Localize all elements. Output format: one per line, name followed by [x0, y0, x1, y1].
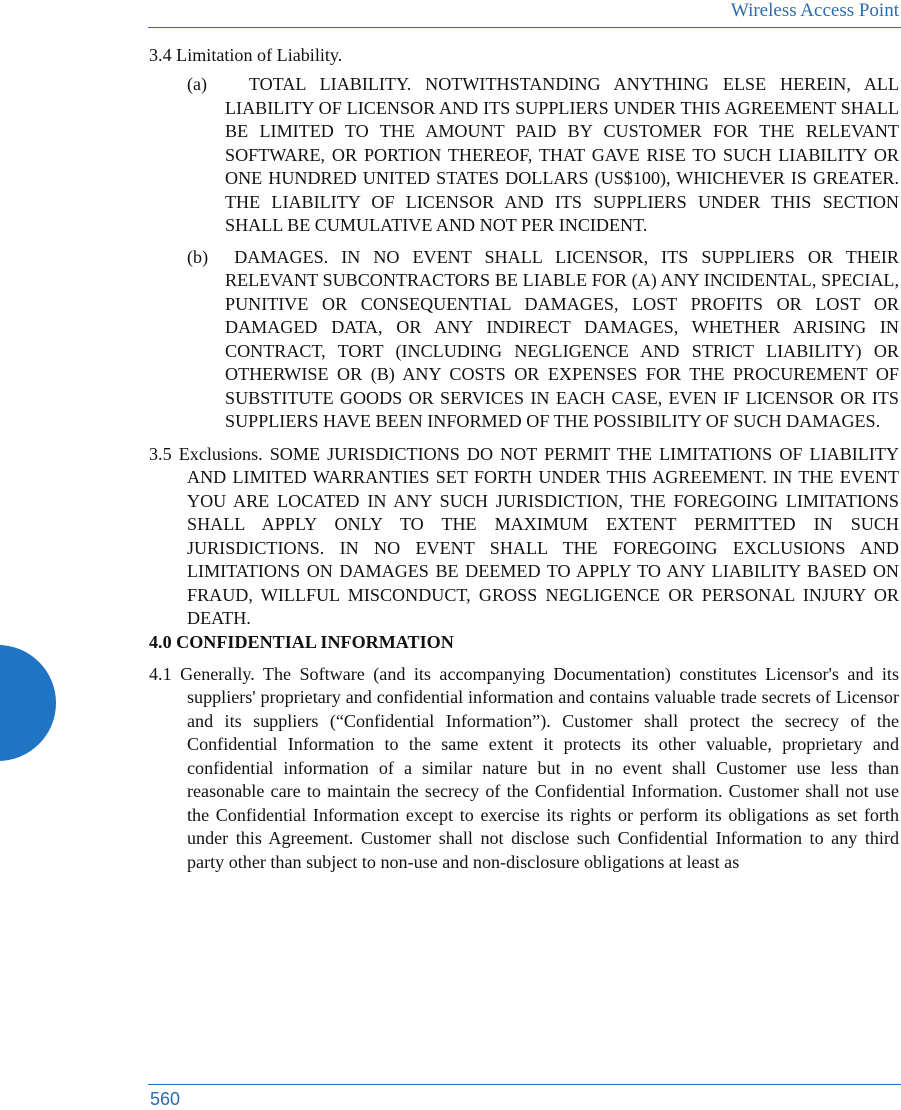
section-4-0-heading: 4.0 CONFIDENTIAL INFORMATION [149, 631, 454, 652]
section-3-4-heading: 3.4 Limitation of Liability. [149, 45, 343, 65]
section-4-1 [149, 663, 899, 875]
footer-divider [148, 1084, 901, 1085]
chapter-tab-marker [0, 645, 56, 761]
section-3-5 [149, 443, 899, 631]
clause-3-4-a-label: (a) [187, 74, 208, 94]
running-header-title: Wireless Access Point [730, 0, 899, 21]
clause-3-4-b-text: DAMAGES. IN NO EVENT SHALL LICENSOR, ITS SUPPLIERS OR THEIR RELEVANT SUBCONTRACTORS BE LIABLE FOR (A) ANY INCIDENTAL, SPECIAL, PUNITIVE OR CONSEQUENTIAL DAMAGES, LOST PROFITS OR LOST OR DAMAGED DATA, OR ANY INDIRECT DAMAGES, WHETHER ARISING IN CONTRACT, TORT (INCLUDING NEGLIGENCE AND STRICT LIABILITY) OR OTHERWISE OR (B) ANY COSTS OR EXPENSES FOR THE PROCUREMENT OF SUBSTITUTE GOODS OR SERVICES IN EACH CASE, EVEN IF LICENSOR OR ITS SUPPLIERS HAVE BEEN INFORMED OF THE POSSIBILITY OF SUCH DAMAGES. [225, 246, 900, 431]
section-4-1-text: Generally. The Software (and its accompanying Documentation) constitutes Licensor's and its suppliers' proprietary and confidential information and contains valuable trade secrets of Licensor and its suppliers (“Confidential Information”). Customer shall protect the secrecy of the Confidential Information to the same extent it protects its other valuable, proprietary and confidential information of a similar nature but in no event shall Customer use less than reasonable care to maintain the secrecy of the Confidential Information. Customer shall not use the Confidential Information except to exercise its rights or perform its obligations as set forth under this Agreement. Customer shall not disclose such Confidential Information to any third party other than subject to non-use and non-disclosure obligations at least as [180, 663, 900, 872]
section-4-1-label: 4.1 [149, 663, 172, 684]
clause-3-4-a [149, 73, 899, 238]
header-divider [148, 27, 901, 28]
document-body [149, 44, 899, 874]
clause-3-4-b-label: (b) [187, 246, 209, 267]
clause-3-4-a-text: TOTAL LIABILITY. NOTWITHSTANDING ANYTHING ELSE HEREIN, ALL LIABILITY OF LICENSOR AND ITS SUPPLIERS UNDER THIS AGREEMENT SHALL BE LIMITED TO THE AMOUNT PAID BY CUSTOMER FOR THE RELEVANT SOFTWARE, OR PORTION THEREOF, THAT GAVE RISE TO SUCH LIABILITY OR ONE HUNDRED UNITED STATES DOLLARS (US$100), WHICHEVER IS GREATER. THE LIABILITY OF LICENSOR AND ITS SUPPLIERS UNDER THIS SECTION SHALL BE CUMULATIVE AND NOT PER INCIDENT. [225, 74, 899, 235]
page-number: 560 [150, 1089, 181, 1109]
section-3-5-text: Exclusions. SOME JURISDICTIONS DO NOT PERMIT THE LIMITATIONS OF LIABILITY AND LIMITED WARRANTIES SET FORTH UNDER THIS AGREEMENT. IN THE EVENT YOU ARE LOCATED IN ANY SUCH JURISDICTION, THE FOREGOING LIMITATIONS SHALL APPLY ONLY TO THE MAXIMUM EXTENT PERMITTED IN SUCH JURISDICTIONS. IN NO EVENT SHALL THE FOREGOING EXCLUSIONS AND LIMITATIONS ON DAMAGES BE DEEMED TO APPLY TO ANY LIABILITY BASED ON FRAUD, WILLFUL MISCONDUCT, GROSS NEGLIGENCE OR PERSONAL INJURY OR DEATH. [178, 443, 899, 628]
clause-3-4-b [149, 246, 899, 434]
section-3-5-label: 3.5 [149, 443, 172, 464]
